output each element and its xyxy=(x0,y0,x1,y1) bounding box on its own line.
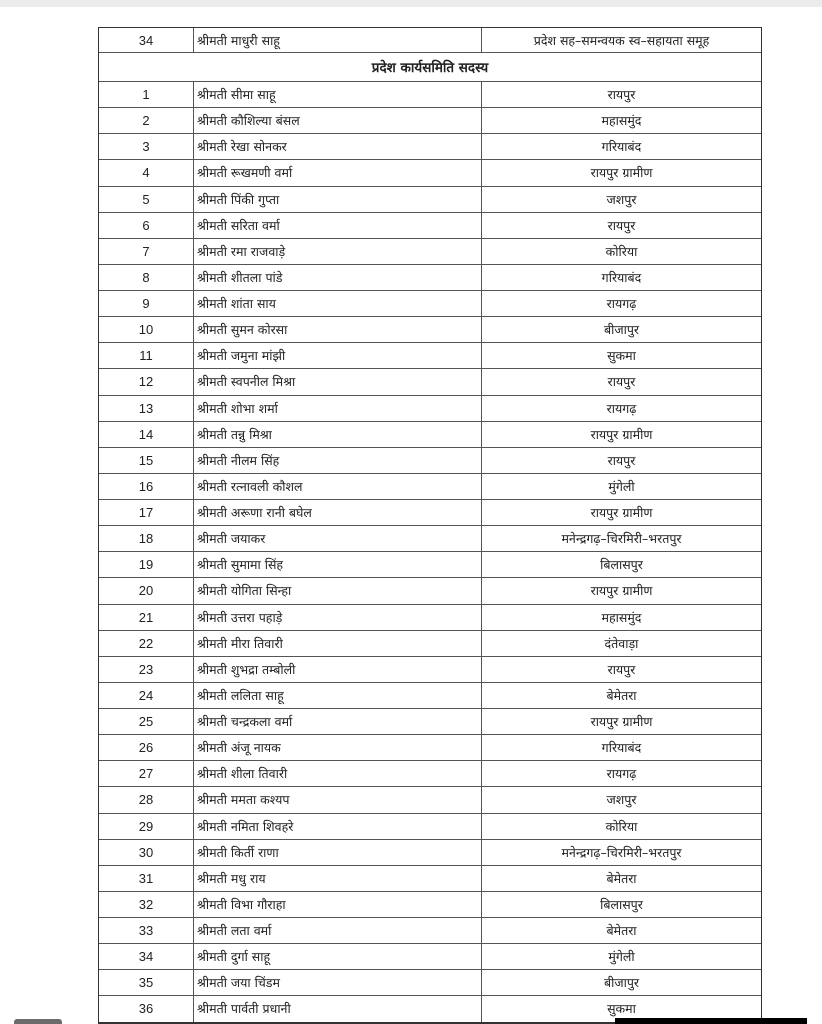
serial-number: 14 xyxy=(99,422,194,447)
member-name: श्रीमती माधुरी साहू xyxy=(194,28,482,52)
table-row xyxy=(99,682,761,708)
table-row-top xyxy=(99,28,761,52)
serial-number: 2 xyxy=(99,108,194,133)
member-name: श्रीमती सरिता वर्मा xyxy=(194,213,482,238)
serial-number: 12 xyxy=(99,369,194,394)
top-edge-strip xyxy=(0,0,822,7)
member-district: मुंगेली xyxy=(608,949,635,965)
member-district: रायपुर xyxy=(607,661,636,677)
member-role: प्रदेश सह–समन्वयक स्व–सहायता समूह xyxy=(533,32,710,48)
member-name: श्रीमती जमुना मांझी xyxy=(194,343,482,368)
table-row xyxy=(99,499,761,525)
serial-number: 24 xyxy=(99,683,194,708)
member-name: श्रीमती तन्नु मिश्रा xyxy=(194,422,482,447)
serial-number: 26 xyxy=(99,735,194,760)
member-name: श्रीमती विभा गौराहा xyxy=(194,892,482,917)
member-district: सुकमा xyxy=(607,348,636,364)
serial-number: 6 xyxy=(99,213,194,238)
table-row xyxy=(99,368,761,394)
member-district: मुंगेली xyxy=(608,478,635,494)
serial-number: 32 xyxy=(99,892,194,917)
member-district: रायपुर xyxy=(607,217,636,233)
member-name: श्रीमती शांता साय xyxy=(194,291,482,316)
member-name: श्रीमती शीतला पांडे xyxy=(194,265,482,290)
scroll-handle[interactable] xyxy=(14,1019,62,1024)
member-district: कोरिया xyxy=(605,243,638,259)
serial-number: 19 xyxy=(99,552,194,577)
member-district: रायपुर ग्रामीण xyxy=(590,583,653,599)
member-name: श्रीमती नीलम सिंह xyxy=(194,448,482,473)
member-district: मनेन्द्रगढ़–चिरमिरी–भरतपुर xyxy=(561,531,682,547)
table-row xyxy=(99,133,761,159)
member-district: मनेन्द्रगढ़–चिरमिरी–भरतपुर xyxy=(561,844,682,860)
member-district: बीजापुर xyxy=(603,322,640,338)
member-district: रायपुर ग्रामीण xyxy=(590,714,653,730)
member-name: श्रीमती रत्नावली कौशल xyxy=(194,474,482,499)
member-name: श्रीमती शुभद्रा तम्बोली xyxy=(194,657,482,682)
member-district: रायपुर ग्रामीण xyxy=(590,165,653,181)
member-district: कोरिया xyxy=(605,818,638,834)
member-district: गरियाबंद xyxy=(601,269,642,285)
member-name: श्रीमती मधु राय xyxy=(194,866,482,891)
member-name: श्रीमती ललिता साहू xyxy=(194,683,482,708)
member-name: श्रीमती लता वर्मा xyxy=(194,918,482,943)
table-row xyxy=(99,891,761,917)
member-district: महासमुंद xyxy=(601,113,642,129)
member-name: श्रीमती कौशिल्या बंसल xyxy=(194,108,482,133)
serial-number: 23 xyxy=(99,657,194,682)
member-district: रायगढ़ xyxy=(606,296,637,312)
table-row xyxy=(99,395,761,421)
table-row xyxy=(99,447,761,473)
member-district: बिलासपुर xyxy=(600,557,643,573)
serial-number: 9 xyxy=(99,291,194,316)
member-name: श्रीमती स्वपनील मिश्रा xyxy=(194,369,482,394)
serial-number: 36 xyxy=(99,996,194,1021)
member-district: महासमुंद xyxy=(601,609,642,625)
member-district: रायपुर xyxy=(607,87,636,103)
serial-number: 7 xyxy=(99,239,194,264)
member-name: श्रीमती जयाकर xyxy=(194,526,482,551)
member-name: श्रीमती अंजू नायक xyxy=(194,735,482,760)
table-row xyxy=(99,917,761,943)
member-name: श्रीमती रूखमणी वर्मा xyxy=(194,160,482,185)
serial-number: 31 xyxy=(99,866,194,891)
serial-number: 13 xyxy=(99,396,194,421)
serial-number: 20 xyxy=(99,578,194,603)
member-name: श्रीमती रेखा सोनकर xyxy=(194,134,482,159)
table-row xyxy=(99,656,761,682)
serial-number: 21 xyxy=(99,605,194,630)
table-row xyxy=(99,525,761,551)
member-name: श्रीमती रमा राजवाड़े xyxy=(194,239,482,264)
member-district: रायपुर ग्रामीण xyxy=(590,426,653,442)
members-table xyxy=(98,27,762,1024)
bottom-black-bar xyxy=(615,1018,807,1024)
table-row xyxy=(99,290,761,316)
serial-number: 25 xyxy=(99,709,194,734)
member-district: गरियाबंद xyxy=(601,139,642,155)
table-row xyxy=(99,238,761,264)
table-row xyxy=(99,813,761,839)
table-row xyxy=(99,264,761,290)
serial-number: 27 xyxy=(99,761,194,786)
member-district: गरियाबंद xyxy=(601,740,642,756)
table-row xyxy=(99,969,761,995)
table-row xyxy=(99,551,761,577)
serial-number: 28 xyxy=(99,787,194,812)
member-name: श्रीमती ममता कश्यप xyxy=(194,787,482,812)
serial-number: 30 xyxy=(99,840,194,865)
serial-number: 3 xyxy=(99,134,194,159)
member-district: रायगढ़ xyxy=(606,766,637,782)
table-row xyxy=(99,708,761,734)
member-district: दंतेवाड़ा xyxy=(604,635,639,651)
member-district: बेमेतरा xyxy=(606,687,637,703)
member-name: श्रीमती जया चिंडम xyxy=(194,970,482,995)
member-district: रायपुर ग्रामीण xyxy=(590,505,653,521)
table-row xyxy=(99,604,761,630)
table-row xyxy=(99,159,761,185)
member-name: श्रीमती अरूणा रानी बघेल xyxy=(194,500,482,525)
section-heading: प्रदेश कार्यसमिति सदस्य xyxy=(99,52,761,81)
serial-number: 4 xyxy=(99,160,194,185)
serial-number: 11 xyxy=(99,343,194,368)
member-name: श्रीमती शीला तिवारी xyxy=(194,761,482,786)
serial-number: 29 xyxy=(99,814,194,839)
table-row xyxy=(99,316,761,342)
serial-number: 35 xyxy=(99,970,194,995)
member-district: बिलासपुर xyxy=(600,896,643,912)
table-row xyxy=(99,342,761,368)
table-row xyxy=(99,630,761,656)
member-district: बेमेतरा xyxy=(606,870,637,886)
table-row xyxy=(99,212,761,238)
serial-number: 1 xyxy=(99,82,194,107)
serial-number: 17 xyxy=(99,500,194,525)
member-name: श्रीमती पिंकी गुप्ता xyxy=(194,187,482,212)
serial-number: 15 xyxy=(99,448,194,473)
member-name: श्रीमती नमिता शिवहरे xyxy=(194,814,482,839)
member-district: रायगढ़ xyxy=(606,400,637,416)
serial-number: 18 xyxy=(99,526,194,551)
serial-number: 8 xyxy=(99,265,194,290)
member-name: श्रीमती योगिता सिन्हा xyxy=(194,578,482,603)
serial-number: 10 xyxy=(99,317,194,342)
table-row xyxy=(99,786,761,812)
table-row xyxy=(99,81,761,107)
table-row xyxy=(99,734,761,760)
member-name: श्रीमती किर्ती राणा xyxy=(194,840,482,865)
table-row xyxy=(99,577,761,603)
table-row xyxy=(99,421,761,447)
member-name: श्रीमती सुमामा सिंह xyxy=(194,552,482,577)
member-district: जशपुर xyxy=(606,792,637,808)
table-row xyxy=(99,839,761,865)
member-name: श्रीमती उत्तरा पहाड़े xyxy=(194,605,482,630)
serial-number: 16 xyxy=(99,474,194,499)
serial-number: 33 xyxy=(99,918,194,943)
member-district: रायपुर xyxy=(607,452,636,468)
serial-number: 5 xyxy=(99,187,194,212)
member-district: बेमेतरा xyxy=(606,923,637,939)
table-row xyxy=(99,473,761,499)
member-name: श्रीमती शोभा शर्मा xyxy=(194,396,482,421)
member-district: बीजापुर xyxy=(603,975,640,991)
member-name: श्रीमती चन्द्रकला वर्मा xyxy=(194,709,482,734)
member-name: श्रीमती सुमन कोरसा xyxy=(194,317,482,342)
member-name: श्रीमती पार्वती प्रधानी xyxy=(194,996,482,1021)
serial-number: 34 xyxy=(99,28,194,52)
member-name: श्रीमती दुर्गा साहू xyxy=(194,944,482,969)
table-row xyxy=(99,943,761,969)
member-district: सुकमा xyxy=(607,1001,636,1017)
table-row xyxy=(99,760,761,786)
member-district: रायपुर xyxy=(607,374,636,390)
serial-number: 22 xyxy=(99,631,194,656)
table-row xyxy=(99,865,761,891)
member-name: श्रीमती मीरा तिवारी xyxy=(194,631,482,656)
member-district: जशपुर xyxy=(606,191,637,207)
serial-number: 34 xyxy=(99,944,194,969)
table-row xyxy=(99,186,761,212)
table-row xyxy=(99,107,761,133)
member-name: श्रीमती सीमा साहू xyxy=(194,82,482,107)
